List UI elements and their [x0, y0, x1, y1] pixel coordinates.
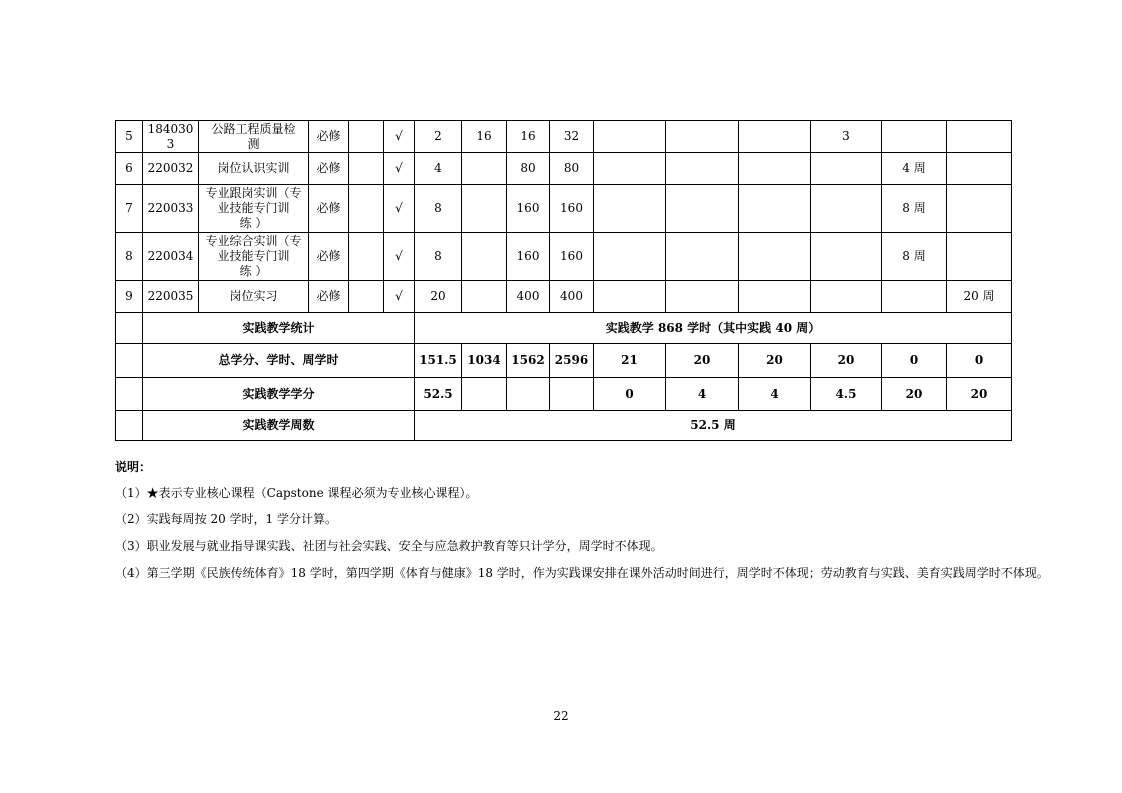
note-item-4: （4）第三学期《民族传统体育》18 学时，第四学期《体育与健康》18 学时，作为实践课安排在课外活动时间进行，周学时不体现；劳动教育与实践、美育实践周学时不体现。: [115, 566, 1049, 580]
practice-hours: 80: [507, 153, 550, 185]
course-code: 220034: [143, 233, 199, 281]
totals-practice: 1562: [507, 344, 550, 378]
total-hours: 160: [550, 185, 594, 233]
theory-hours: [462, 185, 507, 233]
sem3-hours: [739, 281, 811, 313]
row-number: 9: [116, 281, 143, 313]
table-row: [116, 153, 1012, 185]
practice-credits-theory: [462, 378, 507, 411]
totals-row: [116, 344, 1012, 378]
totals-label: 总学分、学时、周学时: [143, 344, 415, 378]
check-mark: √: [384, 121, 415, 153]
practice-weeks-label: 实践教学周数: [143, 411, 415, 441]
theory-hours: [462, 153, 507, 185]
totals-total: 2596: [550, 344, 594, 378]
credits: 8: [415, 233, 462, 281]
sem5-hours: [882, 121, 947, 153]
exam-mark: [349, 281, 384, 313]
credits: 2: [415, 121, 462, 153]
course-code: 184030 3: [143, 121, 199, 153]
sem6-hours: [947, 233, 1012, 281]
sem1-hours: [594, 233, 666, 281]
sem4-hours: [811, 153, 882, 185]
course-name: 专业跟岗实训（专 业技能专门训 练 ）: [199, 185, 309, 233]
sem5-hours: [882, 281, 947, 313]
sem4-hours: [811, 233, 882, 281]
totals-sem5: 0: [882, 344, 947, 378]
total-hours: 160: [550, 233, 594, 281]
course-code: 220033: [143, 185, 199, 233]
practice-hours: 16: [507, 121, 550, 153]
sem2-hours: [666, 121, 739, 153]
totals-sem4: 20: [811, 344, 882, 378]
totals-sem3: 20: [739, 344, 811, 378]
sem3-hours: [739, 233, 811, 281]
total-hours: 400: [550, 281, 594, 313]
totals-sem1: 21: [594, 344, 666, 378]
table-row: [116, 121, 1012, 153]
row-number: 7: [116, 185, 143, 233]
sem3-hours: [739, 185, 811, 233]
row-number: 6: [116, 153, 143, 185]
sem2-hours: [666, 185, 739, 233]
practice-credits-sem1: 0: [594, 378, 666, 411]
sem6-hours: 20 周: [947, 281, 1012, 313]
sem5-hours: 4 周: [882, 153, 947, 185]
theory-hours: 16: [462, 121, 507, 153]
credits: 4: [415, 153, 462, 185]
course-type: 必修: [309, 281, 349, 313]
course-type: 必修: [309, 121, 349, 153]
course-table: [115, 120, 1012, 441]
course-name: 岗位实习: [199, 281, 309, 313]
practice-credits-label: 实践教学学分: [143, 378, 415, 411]
course-code: 220035: [143, 281, 199, 313]
notes-title: 说明：: [115, 460, 152, 474]
sem4-hours: [811, 185, 882, 233]
sem2-hours: [666, 233, 739, 281]
sem2-hours: [666, 281, 739, 313]
practice-credits-practice: [507, 378, 550, 411]
check-mark: √: [384, 185, 415, 233]
check-mark: √: [384, 281, 415, 313]
sem3-hours: [739, 153, 811, 185]
exam-mark: [349, 233, 384, 281]
row-number: 8: [116, 233, 143, 281]
note-item-3: （3）职业发展与就业指导课实践、社团与社会实践、安全与应急救护教育等只计学分，周学时不体现。: [115, 539, 663, 553]
credits: 8: [415, 185, 462, 233]
totals-sem2: 20: [666, 344, 739, 378]
practice-weeks-row: [116, 411, 1012, 441]
row-number: 5: [116, 121, 143, 153]
sem5-hours: 8 周: [882, 185, 947, 233]
sem2-hours: [666, 153, 739, 185]
practice-credits-row: [116, 378, 1012, 411]
sem1-hours: [594, 185, 666, 233]
table-row: [116, 185, 1012, 233]
course-code: 220032: [143, 153, 199, 185]
practice-hours: 160: [507, 233, 550, 281]
practice-stats-value: 实践教学 868 学时（其中实践 40 周）: [415, 313, 1012, 344]
check-mark: √: [384, 233, 415, 281]
practice-credits-sem6: 20: [947, 378, 1012, 411]
course-type: 必修: [309, 153, 349, 185]
totals-theory: 1034: [462, 344, 507, 378]
sem6-hours: [947, 121, 1012, 153]
sem4-hours: 3: [811, 121, 882, 153]
course-name: 专业综合实训（专 业技能专门训 练 ）: [199, 233, 309, 281]
exam-mark: [349, 153, 384, 185]
page-number: 22: [553, 709, 569, 723]
exam-mark: [349, 121, 384, 153]
check-mark: √: [384, 153, 415, 185]
sem1-hours: [594, 281, 666, 313]
practice-hours: 400: [507, 281, 550, 313]
sem3-hours: [739, 121, 811, 153]
sem1-hours: [594, 121, 666, 153]
sem6-hours: [947, 153, 1012, 185]
course-name: 岗位认识实训: [199, 153, 309, 185]
practice-credits-sem3: 4: [739, 378, 811, 411]
totals-credits: 151.5: [415, 344, 462, 378]
practice-stats-label: 实践教学统计: [143, 313, 415, 344]
credits: 20: [415, 281, 462, 313]
practice-weeks-value: 52.5 周: [415, 411, 1012, 441]
total-hours: 32: [550, 121, 594, 153]
theory-hours: [462, 281, 507, 313]
practice-credits-total: [550, 378, 594, 411]
sem5-hours: 8 周: [882, 233, 947, 281]
course-type: 必修: [309, 185, 349, 233]
practice-stats-row: [116, 313, 1012, 344]
practice-credits-credits: 52.5: [415, 378, 462, 411]
exam-mark: [349, 185, 384, 233]
total-hours: 80: [550, 153, 594, 185]
table-row: [116, 281, 1012, 313]
note-item-2: （2）实践每周按 20 学时，1 学分计算。: [115, 512, 337, 526]
note-item-1: （1）★表示专业核心课程（Capstone 课程必须为专业核心课程）。: [115, 486, 478, 500]
theory-hours: [462, 233, 507, 281]
practice-credits-sem2: 4: [666, 378, 739, 411]
totals-sem6: 0: [947, 344, 1012, 378]
sem4-hours: [811, 281, 882, 313]
sem1-hours: [594, 153, 666, 185]
table-row: [116, 233, 1012, 281]
sem6-hours: [947, 185, 1012, 233]
course-type: 必修: [309, 233, 349, 281]
practice-credits-sem5: 20: [882, 378, 947, 411]
practice-hours: 160: [507, 185, 550, 233]
practice-credits-sem4: 4.5: [811, 378, 882, 411]
course-name: 公路工程质量检 测: [199, 121, 309, 153]
